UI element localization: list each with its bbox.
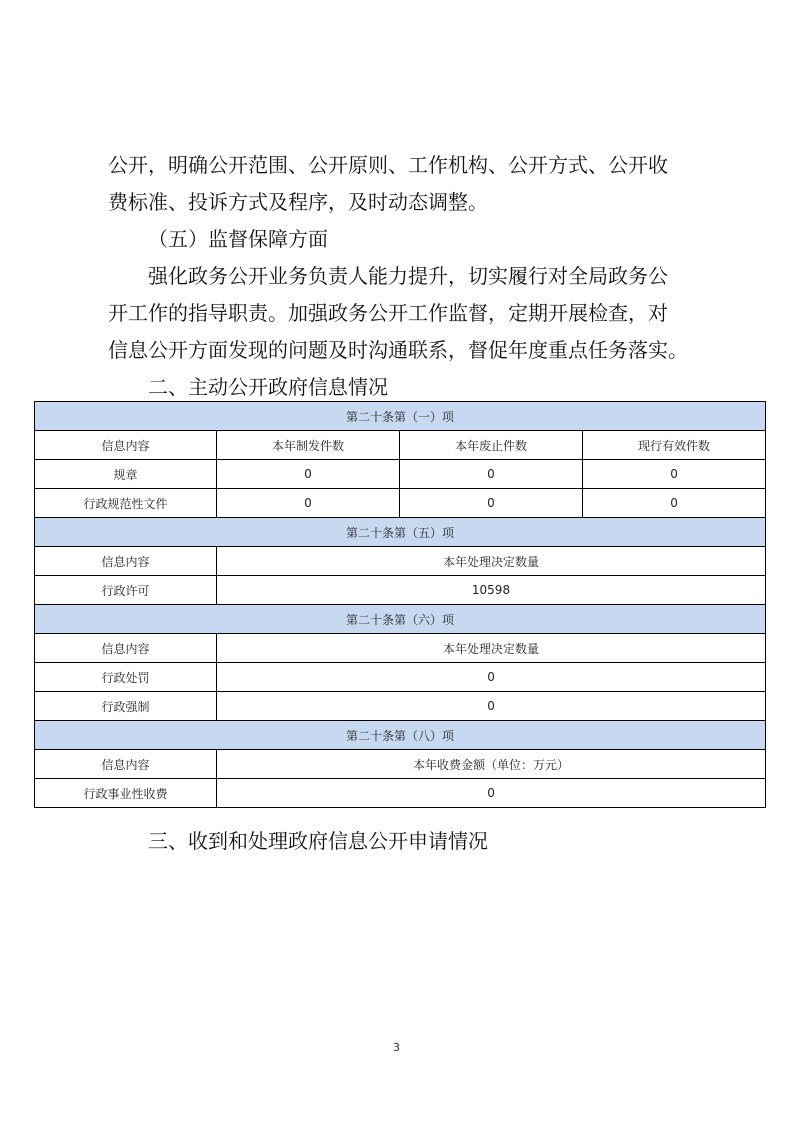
col-header-value: 本年处理决定数量 [217, 547, 766, 576]
cell-issued: 0 [217, 460, 400, 489]
section-2-title: 二、主动公开政府信息情况 [148, 375, 388, 399]
info-disclosure-table [34, 401, 766, 808]
row-label: 行政许可 [35, 576, 217, 605]
cell-value: 10598 [217, 576, 766, 605]
col-header-content: 信息内容 [35, 750, 217, 779]
cell-abolished: 0 [400, 460, 583, 489]
paragraph-line: 信息公开方面发现的问题及时沟通联系，督促年度重点任务落实。 [108, 338, 688, 362]
row-label: 行政规范性文件 [35, 489, 217, 518]
cell-issued: 0 [217, 489, 400, 518]
col-header-content: 信息内容 [35, 634, 217, 663]
cell-value: 0 [217, 779, 766, 808]
header-row [35, 547, 766, 576]
col-header-content: 信息内容 [35, 431, 217, 460]
paragraph-line: 费标准、投诉方式及程序，及时动态调整。 [108, 190, 488, 214]
table-row [35, 692, 766, 721]
page-number: 3 [393, 1041, 400, 1054]
cell-valid: 0 [583, 460, 766, 489]
section-header-row [35, 721, 766, 750]
col-header-value: 本年处理决定数量 [217, 634, 766, 663]
section-title-art8: 第二十条第（八）项 [35, 721, 766, 750]
section-header-row [35, 402, 766, 431]
sub-heading: （五）监督保障方面 [148, 227, 328, 251]
col-header-content: 信息内容 [35, 547, 217, 576]
row-label: 行政事业性收费 [35, 779, 217, 808]
col-header-abolished: 本年废止件数 [400, 431, 583, 460]
cell-valid: 0 [583, 489, 766, 518]
paragraph-line: 开工作的指导职责。加强政务公开工作监督，定期开展检查，对 [108, 301, 668, 325]
cell-value: 0 [217, 663, 766, 692]
col-header-valid: 现行有效件数 [583, 431, 766, 460]
cell-value: 0 [217, 692, 766, 721]
header-row [35, 750, 766, 779]
table-row [35, 779, 766, 808]
header-row [35, 431, 766, 460]
cell-abolished: 0 [400, 489, 583, 518]
header-row [35, 634, 766, 663]
section-title-art5: 第二十条第（五）项 [35, 518, 766, 547]
table-row [35, 576, 766, 605]
table-row [35, 489, 766, 518]
section-title-art1: 第二十条第（一）项 [35, 402, 766, 431]
table-row [35, 460, 766, 489]
col-header-issued: 本年制发件数 [217, 431, 400, 460]
section-title-art6: 第二十条第（六）项 [35, 605, 766, 634]
col-header-value: 本年收费金额（单位：万元） [217, 750, 766, 779]
table-row [35, 663, 766, 692]
row-label: 行政处罚 [35, 663, 217, 692]
paragraph-line: 强化政务公开业务负责人能力提升，切实履行对全局政务公 [148, 264, 668, 288]
section-header-row [35, 518, 766, 547]
section-header-row [35, 605, 766, 634]
row-label: 行政强制 [35, 692, 217, 721]
section-3-title: 三、收到和处理政府信息公开申请情况 [148, 829, 488, 853]
paragraph-line: 公开，明确公开范围、公开原则、工作机构、公开方式、公开收 [108, 153, 668, 177]
row-label: 规章 [35, 460, 217, 489]
